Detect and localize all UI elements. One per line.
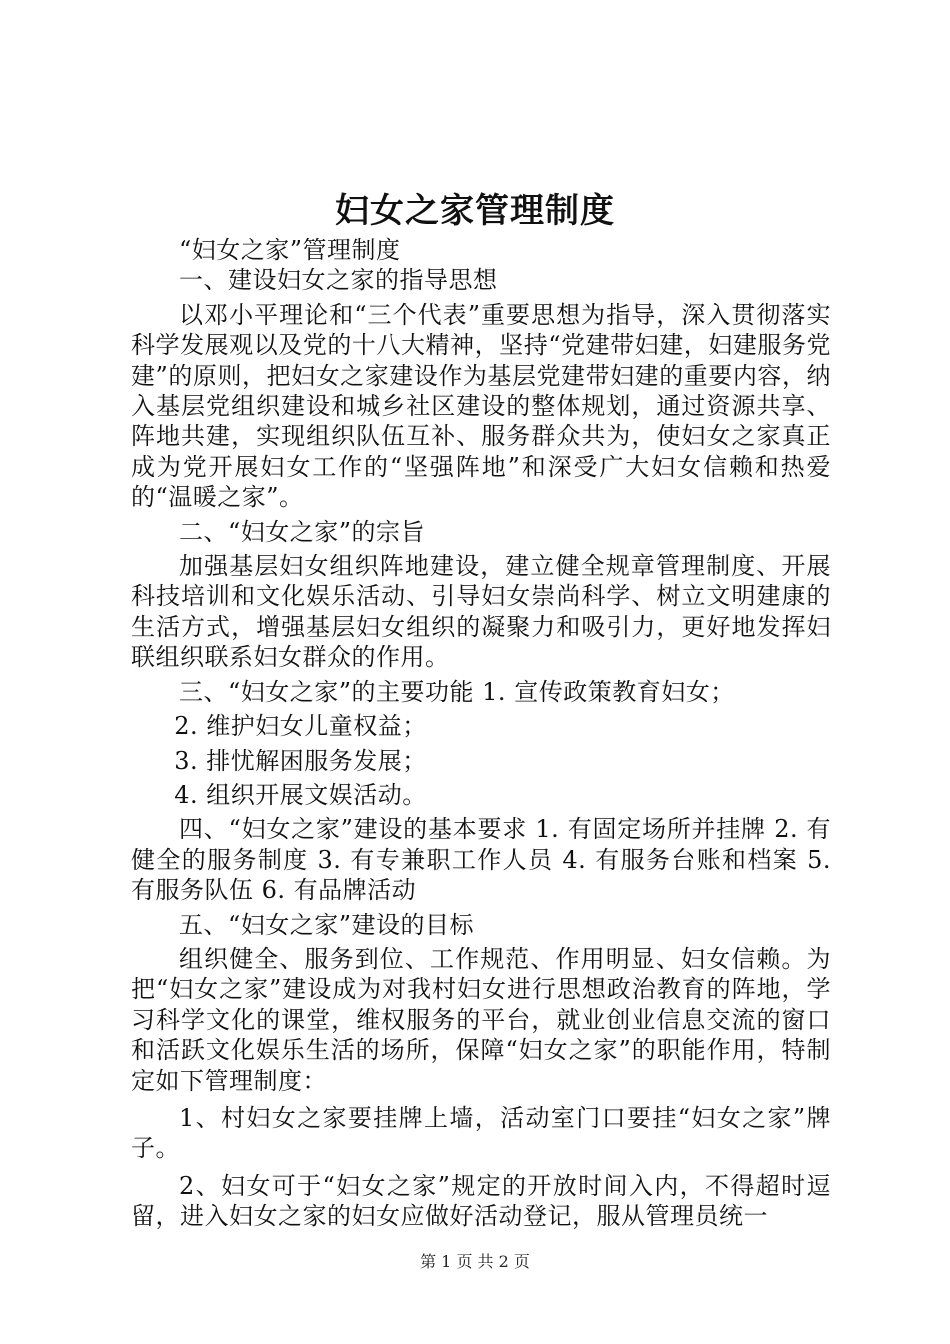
document-body (131, 235, 831, 1232)
function-item-2: 2. 维护妇女儿童权益； (174, 712, 427, 741)
function-item-3: 3. 排忧解困服务发展； (174, 746, 427, 775)
paragraph-subtitle: “妇女之家”管理制度 (179, 236, 401, 264)
document-title: 妇女之家管理制度 (335, 191, 615, 231)
section-heading-2: 二、“妇女之家”的宗旨 (179, 517, 426, 546)
rule-item-1: 1、村妇女之家要挂牌上墙，活动室门口要挂“妇女之家”牌子。 (131, 1103, 831, 1163)
paragraph-purpose: 加强基层妇女组织阵地建设，建立健全规章管理制度、开展科技培训和文化娱乐活动、引导妇女崇尚科学、树立文明建康的生活方式，增强基层妇女组织的凝聚力和吸引力，更好地发挥妇联组织联系妇女群众的作用。 (131, 552, 831, 672)
section-heading-5: 五、“妇女之家”建设的目标 (179, 910, 475, 939)
rule-item-2: 2、妇女可于“妇女之家”规定的开放时间入内，不得超时逗留，进入妇女之家的妇女应做好活动登记，服从管理员统一 (131, 1171, 831, 1231)
page-footer: 第 1 页 共 2 页 (420, 1252, 530, 1271)
section-heading-4: 四、“妇女之家”建设的基本要求 1. 有固定场所并挂牌 2. 有健全的服务制度 3. 有专兼职工作人员 4. 有服务台账和档案 5. 有服务队伍 6. 有品牌活动 (131, 815, 831, 905)
paragraph-guiding-ideology: 以邓小平理论和“三个代表”重要思想为指导，深入贯彻落实科学发展观以及党的十八大精神，坚持“党建带妇建，妇建服务党建”的原则，把妇女之家建设作为基层党建带妇建的重要内容，纳入基层党组织建设和城乡社区建设的整体规划，通过资源共享、阵地共建，实现组织队伍互补、服务群众共为，使妇女之家真正成为党开展妇女工作的“坚强阵地”和深受广大妇女信赖和热爱的“温暖之家”。 (131, 300, 831, 512)
function-item-4: 4. 组织开展文娱活动。 (174, 780, 427, 809)
section-heading-1: 一、建设妇女之家的指导思想 (179, 266, 498, 295)
paragraph-goal: 组织健全、服务到位、工作规范、作用明显、妇女信赖。为把“妇女之家”建设成为对我村妇女进行思想政治教育的阵地，学习科学文化的课堂，维权服务的平台，就业创业信息交流的窗口和活跃文化娱乐生活的场所，保障“妇女之家”的职能作用，特制定如下管理制度： (131, 944, 831, 1095)
section-heading-3: 三、“妇女之家”的主要功能 1. 宣传政策教育妇女； (179, 677, 735, 706)
